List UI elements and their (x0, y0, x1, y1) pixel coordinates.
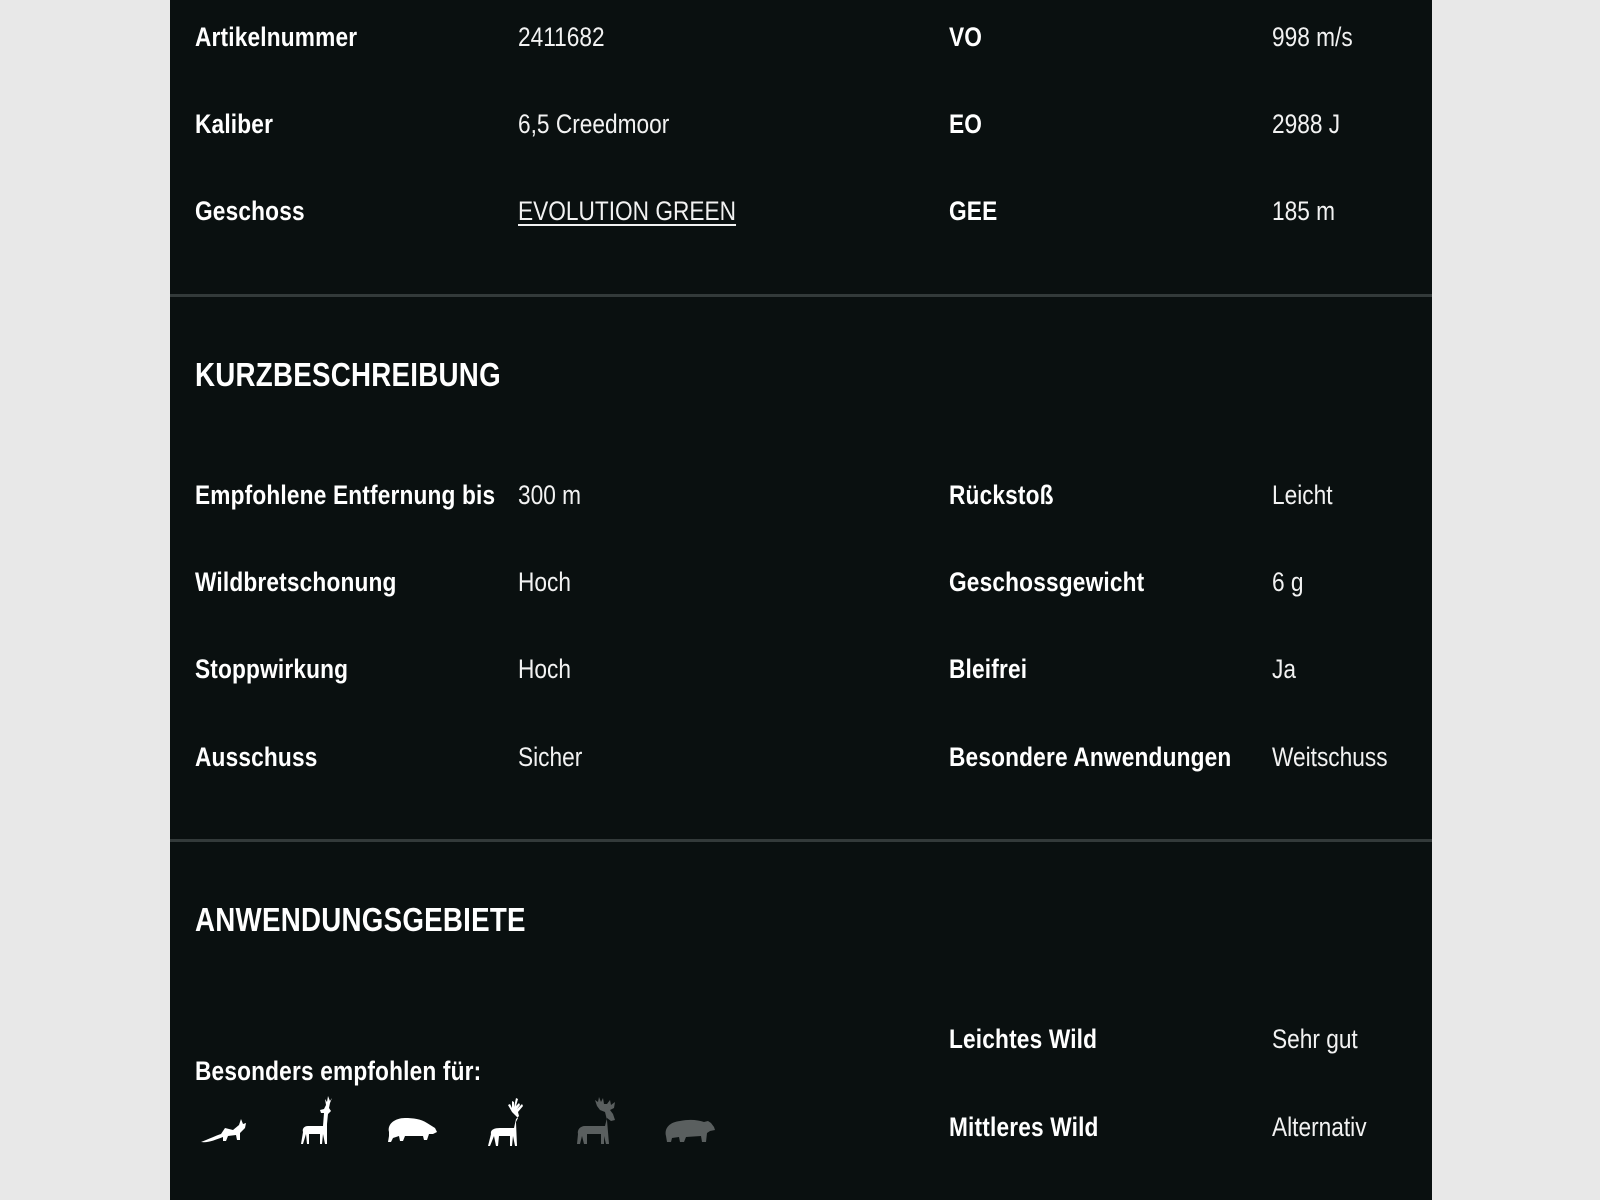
spec-value-mittleres-wild: Alternativ (1272, 1112, 1367, 1142)
spec-value-kaliber: 6,5 Creedmoor (518, 109, 670, 139)
spec-value-rueckstoss: Leicht (1272, 480, 1333, 510)
spec-label-artikelnummer: Artikelnummer (195, 22, 358, 52)
kurzbeschreibung-heading: KURZBESCHREIBUNG (195, 356, 501, 393)
section-divider (170, 294, 1432, 297)
spec-value-wildbretschonung: Hoch (518, 567, 571, 597)
spec-value-geschossgewicht: 6 g (1272, 567, 1304, 597)
spec-value-ausschuss: Sicher (518, 742, 583, 772)
spec-label-besondere-anwendungen: Besondere Anwendungen (949, 742, 1232, 772)
spec-label-ausschuss: Ausschuss (195, 742, 318, 772)
spec-label-kaliber: Kaliber (195, 109, 274, 139)
fox-icon (195, 1092, 255, 1152)
product-spec-panel (170, 0, 1432, 1200)
spec-value-vo: 998 m/s (1272, 22, 1353, 52)
red-deer-icon (474, 1092, 534, 1152)
spec-label-vo: VO (949, 22, 983, 52)
bear-icon (660, 1092, 720, 1152)
spec-value-besondere-anwendungen: Weitschuss (1272, 742, 1388, 772)
spec-label-wildbretschonung: Wildbretschonung (195, 567, 397, 597)
spec-value-bleifrei: Ja (1272, 654, 1296, 684)
spec-value-eo: 2988 J (1272, 109, 1341, 139)
spec-label-mittleres-wild: Mittleres Wild (949, 1112, 1099, 1142)
spec-value-stoppwirkung: Hoch (518, 654, 571, 684)
spec-value-artikelnummer: 2411682 (518, 22, 605, 52)
moose-icon (567, 1092, 627, 1152)
spec-label-geschoss: Geschoss (195, 196, 305, 226)
section-divider (170, 839, 1432, 842)
spec-label-bleifrei: Bleifrei (949, 654, 1028, 684)
spec-label-geschossgewicht: Geschossgewicht (949, 567, 1145, 597)
spec-value-leichtes-wild: Sehr gut (1272, 1024, 1358, 1054)
spec-value-entfernung: 300 m (518, 480, 582, 510)
spec-label-eo: EO (949, 109, 983, 139)
spec-label-stoppwirkung: Stoppwirkung (195, 654, 349, 684)
roe-deer-icon (288, 1092, 348, 1152)
spec-value-gee: 185 m (1272, 196, 1336, 226)
spec-label-rueckstoss: Rückstoß (949, 480, 1054, 510)
spec-label-gee: GEE (949, 196, 998, 226)
geschoss-link[interactable]: EVOLUTION GREEN (518, 196, 737, 226)
recommended-for-label: Besonders empfohlen für: (195, 1056, 482, 1086)
wild-boar-icon (381, 1092, 441, 1152)
anwendungsgebiete-heading: ANWENDUNGSGEBIETE (195, 901, 526, 938)
spec-label-entfernung: Empfohlene Entfernung bis (195, 480, 496, 510)
spec-label-leichtes-wild: Leichtes Wild (949, 1024, 1098, 1054)
